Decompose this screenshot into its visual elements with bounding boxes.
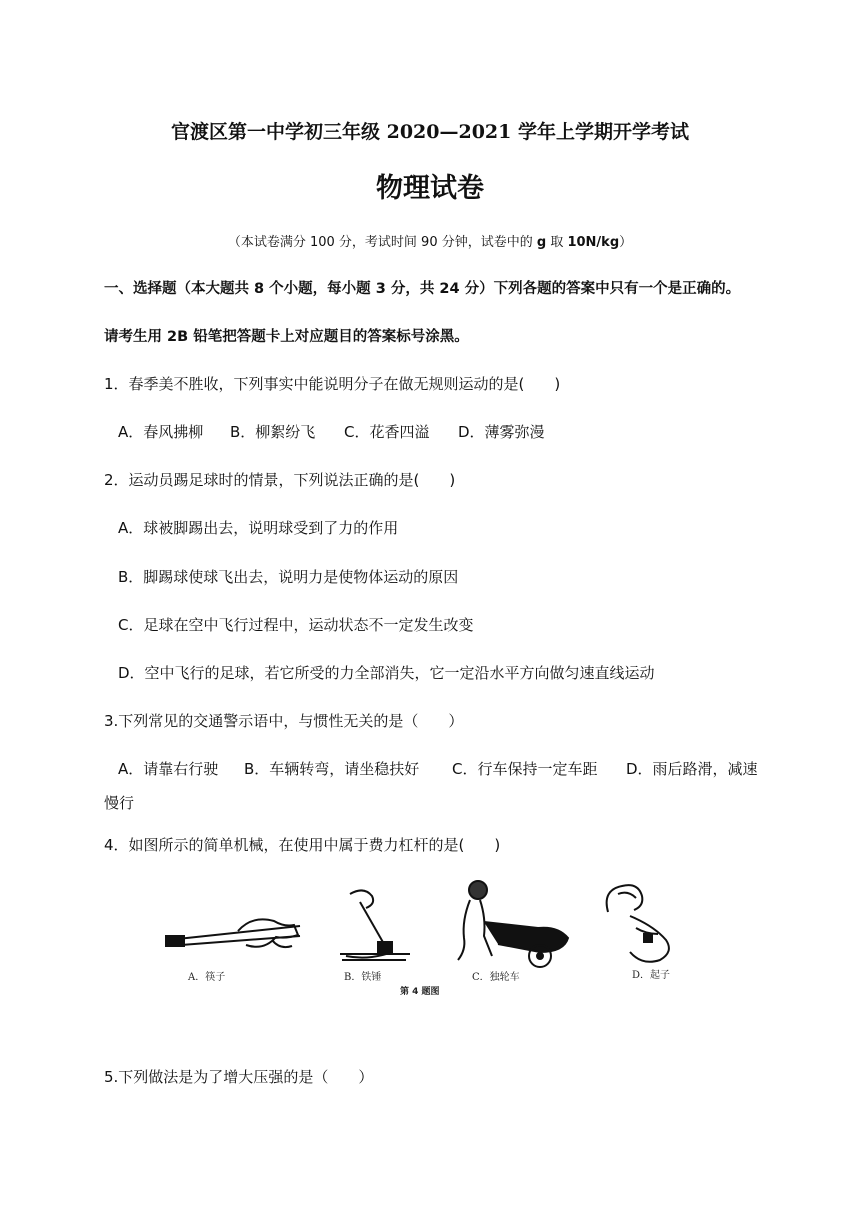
question-4-figure xyxy=(160,876,700,996)
question-3-stem: 3.下列常见的交通警示语中，与惯性无关的是（ ） xyxy=(104,712,464,730)
wheelbarrow-illustration xyxy=(458,881,568,967)
q1-option-c: C．花香四溢 xyxy=(344,423,430,441)
q3-option-d-wrap: 慢行 xyxy=(104,794,135,812)
q3-option-d: D．雨后路滑，减速 xyxy=(626,760,758,778)
figure-caption: 第 4 题图 xyxy=(400,987,440,997)
bottle-opener-illustration xyxy=(607,885,669,962)
lever-illustrations xyxy=(160,876,700,996)
note-value: 10N/kg xyxy=(567,235,620,250)
question-5-stem: 5.下列做法是为了增大压强的是（ ） xyxy=(104,1068,374,1086)
note-mid: 取 xyxy=(546,235,568,250)
exam-title: 官渡区第一中学初三年级 2020—2021 学年上学期开学考试 xyxy=(171,121,689,143)
question-1-stem: 1．春季美不胜收，下列事实中能说明分子在做无规则运动的是( ) xyxy=(104,375,561,393)
figure-label-c: C．独轮车 xyxy=(472,972,520,983)
question-1-options xyxy=(118,421,545,442)
section-heading: 一、选择题（本大题共 8 个小题，每小题 3 分，共 24 分）下列各题的答案中只有一个是正确的。 xyxy=(104,281,741,297)
note-suffix: ） xyxy=(619,235,633,250)
note-prefix: （本试卷满分 100 分，考试时间 90 分钟，试卷中的 xyxy=(227,235,537,250)
question-4-stem: 4．如图所示的简单机械，在使用中属于费力杠杆的是( ) xyxy=(104,836,501,854)
exam-note xyxy=(0,231,860,250)
q3-option-b: B．车辆转弯，请坐稳扶好 xyxy=(244,760,420,778)
q1-option-d: D．薄雾弥漫 xyxy=(458,423,545,441)
figure-label-d: D．起子 xyxy=(632,970,671,981)
q2-option-a: A．球被脚踢出去，说明球受到了力的作用 xyxy=(118,519,399,537)
q2-option-c: C．足球在空中飞行过程中，运动状态不一定发生改变 xyxy=(118,616,474,634)
q3-option-a: A．请靠右行驶 xyxy=(118,760,219,778)
q3-option-c: C．行车保持一定车距 xyxy=(452,760,598,778)
question-2-stem: 2．运动员踢足球时的情景，下列说法正确的是( ) xyxy=(104,471,456,489)
figure-label-b: B．铁锤 xyxy=(344,972,382,983)
chopsticks-illustration xyxy=(166,919,300,947)
hammer-illustration xyxy=(340,890,410,960)
q2-option-b: B．脚踢球使球飞出去，说明力是使物体运动的原因 xyxy=(118,568,459,586)
exam-subtitle: 物理试卷 xyxy=(376,173,484,204)
figure-label-a: A．筷子 xyxy=(188,972,226,983)
q2-option-d: D．空中飞行的足球，若它所受的力全部消失，它一定沿水平方向做匀速直线运动 xyxy=(118,664,655,682)
q1-option-a: A．春风拂柳 xyxy=(118,423,204,441)
section-instruction: 请考生用 2B 铅笔把答题卡上对应题目的答案标号涂黑。 xyxy=(104,329,469,345)
question-3-options xyxy=(118,758,758,779)
note-g: g xyxy=(536,235,547,250)
q1-option-b: B．柳絮纷飞 xyxy=(230,423,316,441)
